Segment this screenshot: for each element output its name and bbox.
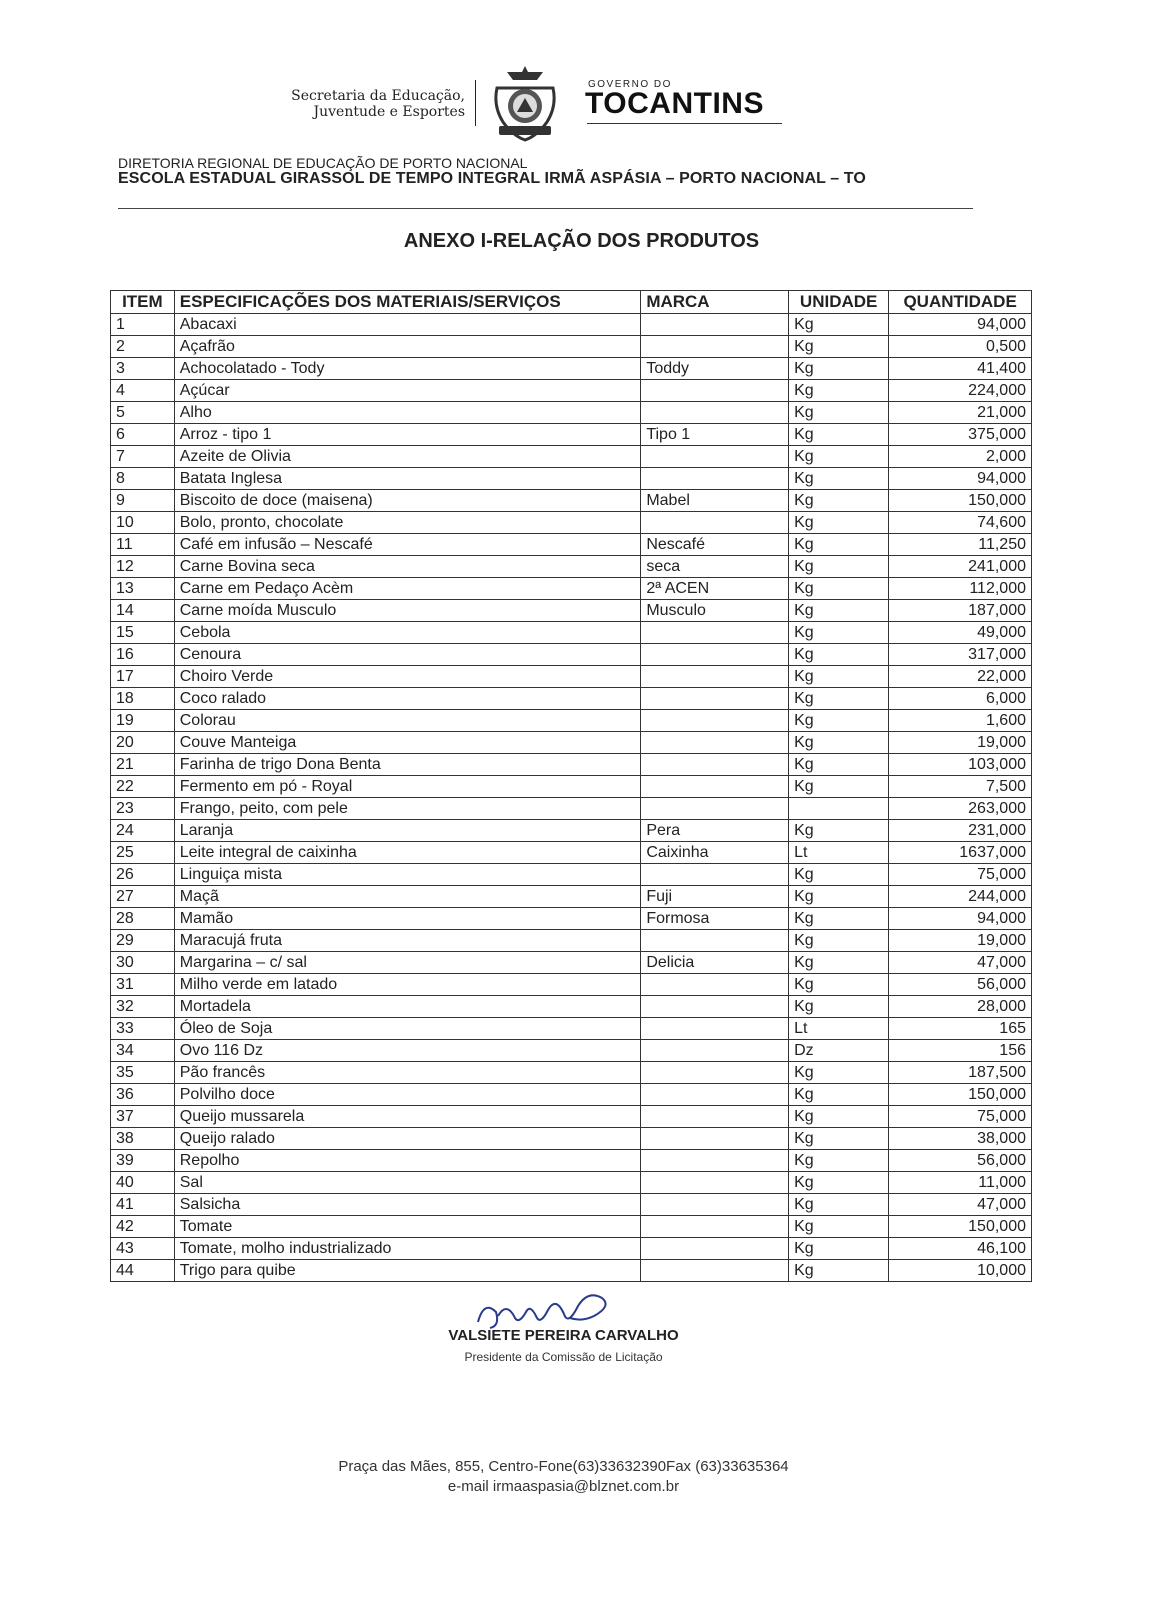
table-row <box>111 776 1032 798</box>
cell-quantity: 224,000 <box>889 380 1032 402</box>
cell-brand <box>641 666 789 688</box>
cell-spec: Milho verde em latado <box>174 974 641 996</box>
cell-spec: Choiro Verde <box>174 666 641 688</box>
cell-quantity: 94,000 <box>889 314 1032 336</box>
cell-quantity: 49,000 <box>889 622 1032 644</box>
table-row <box>111 446 1032 468</box>
cell-brand <box>641 512 789 534</box>
cell-unit: Kg <box>789 1194 889 1216</box>
cell-brand: Delicia <box>641 952 789 974</box>
cell-unit: Kg <box>789 446 889 468</box>
cell-brand: Mabel <box>641 490 789 512</box>
cell-spec: Pão francês <box>174 1062 641 1084</box>
table-row <box>111 1172 1032 1194</box>
cell-item: 4 <box>111 380 175 402</box>
table-row <box>111 996 1032 1018</box>
cell-quantity: 47,000 <box>889 952 1032 974</box>
cell-spec: Café em infusão – Nescafé <box>174 534 641 556</box>
cell-unit: Kg <box>789 336 889 358</box>
cell-quantity: 6,000 <box>889 688 1032 710</box>
school-name: ESCOLA ESTADUAL GIRASSOL DE TEMPO INTEGRAL IRMÃ ASPÁSIA – PORTO NACIONAL – TO <box>118 170 866 187</box>
cell-spec: Salsicha <box>174 1194 641 1216</box>
cell-unit: Kg <box>789 1128 889 1150</box>
cell-item: 38 <box>111 1128 175 1150</box>
cell-brand <box>641 1084 789 1106</box>
cell-brand <box>641 468 789 490</box>
cell-brand <box>641 446 789 468</box>
cell-quantity: 1,600 <box>889 710 1032 732</box>
cell-item: 27 <box>111 886 175 908</box>
cell-item: 8 <box>111 468 175 490</box>
cell-spec: Polvilho doce <box>174 1084 641 1106</box>
cell-unit: Kg <box>789 512 889 534</box>
cell-brand <box>641 996 789 1018</box>
cell-spec: Cebola <box>174 622 641 644</box>
state-name: TOCANTINS <box>585 87 764 120</box>
cell-item: 23 <box>111 798 175 820</box>
header-divider <box>475 80 476 126</box>
cell-spec: Açafrão <box>174 336 641 358</box>
table-row <box>111 1150 1032 1172</box>
cell-spec: Açúcar <box>174 380 641 402</box>
cell-spec: Tomate <box>174 1216 641 1238</box>
cell-unit: Kg <box>789 908 889 930</box>
cell-spec: Frango, peito, com pele <box>174 798 641 820</box>
cell-spec: Repolho <box>174 1150 641 1172</box>
cell-brand <box>641 754 789 776</box>
header-brand: MARCA <box>641 291 789 314</box>
signatory-role: Presidente da Comissão de Licitação <box>464 1350 663 1364</box>
table-row <box>111 1260 1032 1282</box>
cell-unit: Kg <box>789 358 889 380</box>
cell-unit: Kg <box>789 930 889 952</box>
cell-brand <box>641 1018 789 1040</box>
cell-unit: Kg <box>789 666 889 688</box>
cell-brand: Nescafé <box>641 534 789 556</box>
cell-spec: Colorau <box>174 710 641 732</box>
table-row <box>111 1238 1032 1260</box>
cell-spec: Azeite de Olivia <box>174 446 641 468</box>
table-row <box>111 1062 1032 1084</box>
cell-spec: Ovo 116 Dz <box>174 1040 641 1062</box>
cell-quantity: 1637,000 <box>889 842 1032 864</box>
cell-unit: Kg <box>789 468 889 490</box>
cell-quantity: 56,000 <box>889 1150 1032 1172</box>
cell-quantity: 46,100 <box>889 1238 1032 1260</box>
table-row <box>111 1194 1032 1216</box>
cell-item: 7 <box>111 446 175 468</box>
cell-quantity: 263,000 <box>889 798 1032 820</box>
cell-item: 24 <box>111 820 175 842</box>
cell-unit: Kg <box>789 732 889 754</box>
cell-item: 43 <box>111 1238 175 1260</box>
table-row <box>111 842 1032 864</box>
products-table <box>110 290 1032 1282</box>
cell-quantity: 19,000 <box>889 732 1032 754</box>
cell-unit: Kg <box>789 600 889 622</box>
cell-brand <box>641 314 789 336</box>
cell-item: 37 <box>111 1106 175 1128</box>
table-row <box>111 930 1032 952</box>
cell-spec: Batata Inglesa <box>174 468 641 490</box>
cell-spec: Abacaxi <box>174 314 641 336</box>
cell-spec: Carne Bovina seca <box>174 556 641 578</box>
cell-spec: Alho <box>174 402 641 424</box>
cell-unit: Kg <box>789 864 889 886</box>
table-row <box>111 1040 1032 1062</box>
table-row <box>111 468 1032 490</box>
cell-unit: Kg <box>789 952 889 974</box>
cell-unit: Kg <box>789 754 889 776</box>
cell-unit: Kg <box>789 622 889 644</box>
cell-unit: Kg <box>789 490 889 512</box>
table-row <box>111 688 1032 710</box>
cell-item: 31 <box>111 974 175 996</box>
cell-unit: Kg <box>789 314 889 336</box>
cell-item: 2 <box>111 336 175 358</box>
cell-quantity: 165 <box>889 1018 1032 1040</box>
table-row <box>111 886 1032 908</box>
government-label: GOVERNO DO <box>588 79 672 90</box>
cell-quantity: 56,000 <box>889 974 1032 996</box>
cell-item: 33 <box>111 1018 175 1040</box>
cell-quantity: 41,400 <box>889 358 1032 380</box>
cell-unit: Kg <box>789 1106 889 1128</box>
cell-quantity: 28,000 <box>889 996 1032 1018</box>
cell-item: 32 <box>111 996 175 1018</box>
table-row <box>111 358 1032 380</box>
table-row <box>111 1128 1032 1150</box>
table-row <box>111 556 1032 578</box>
cell-brand <box>641 1106 789 1128</box>
cell-brand <box>641 380 789 402</box>
cell-brand <box>641 974 789 996</box>
cell-quantity: 21,000 <box>889 402 1032 424</box>
table-row <box>111 1216 1032 1238</box>
cell-spec: Biscoito de doce (maisena) <box>174 490 641 512</box>
cell-unit: Kg <box>789 1260 889 1282</box>
cell-spec: Maracujá fruta <box>174 930 641 952</box>
cell-unit: Kg <box>789 1172 889 1194</box>
cell-item: 40 <box>111 1172 175 1194</box>
cell-unit: Kg <box>789 710 889 732</box>
cell-item: 17 <box>111 666 175 688</box>
table-row <box>111 1106 1032 1128</box>
cell-brand <box>641 622 789 644</box>
cell-quantity: 103,000 <box>889 754 1032 776</box>
table-row <box>111 974 1032 996</box>
table-row <box>111 952 1032 974</box>
cell-item: 3 <box>111 358 175 380</box>
cell-brand <box>641 1128 789 1150</box>
header-item: ITEM <box>111 291 175 314</box>
cell-item: 36 <box>111 1084 175 1106</box>
table-row <box>111 908 1032 930</box>
document-title: ANEXO I-RELAÇÃO DOS PRODUTOS <box>403 230 760 252</box>
cell-item: 10 <box>111 512 175 534</box>
cell-spec: Bolo, pronto, chocolate <box>174 512 641 534</box>
cell-item: 9 <box>111 490 175 512</box>
cell-spec: Leite integral de caixinha <box>174 842 641 864</box>
cell-brand: Fuji <box>641 886 789 908</box>
cell-item: 39 <box>111 1150 175 1172</box>
cell-spec: Queijo mussarela <box>174 1106 641 1128</box>
cell-quantity: 112,000 <box>889 578 1032 600</box>
cell-item: 5 <box>111 402 175 424</box>
cell-item: 44 <box>111 1260 175 1282</box>
cell-brand <box>641 732 789 754</box>
cell-spec: Couve Manteiga <box>174 732 641 754</box>
cell-item: 16 <box>111 644 175 666</box>
table-row <box>111 798 1032 820</box>
cell-brand: seca <box>641 556 789 578</box>
cell-item: 25 <box>111 842 175 864</box>
cell-quantity: 7,500 <box>889 776 1032 798</box>
table-row <box>111 1084 1032 1106</box>
cell-unit: Kg <box>789 1084 889 1106</box>
header-quantity: QUANTIDADE <box>889 291 1032 314</box>
cell-item: 29 <box>111 930 175 952</box>
cell-quantity: 75,000 <box>889 864 1032 886</box>
cell-quantity: 150,000 <box>889 490 1032 512</box>
cell-brand <box>641 1238 789 1260</box>
cell-spec: Fermento em pó - Royal <box>174 776 641 798</box>
cell-quantity: 241,000 <box>889 556 1032 578</box>
cell-item: 6 <box>111 424 175 446</box>
cell-unit: Kg <box>789 578 889 600</box>
cell-item: 20 <box>111 732 175 754</box>
table-row <box>111 754 1032 776</box>
cell-brand <box>641 1216 789 1238</box>
cell-spec: Óleo de Soja <box>174 1018 641 1040</box>
cell-brand <box>641 1194 789 1216</box>
cell-unit: Kg <box>789 688 889 710</box>
table-row <box>111 578 1032 600</box>
cell-item: 21 <box>111 754 175 776</box>
cell-brand: Caixinha <box>641 842 789 864</box>
cell-spec: Cenoura <box>174 644 641 666</box>
table-row <box>111 380 1032 402</box>
cell-spec: Queijo ralado <box>174 1128 641 1150</box>
cell-quantity: 94,000 <box>889 908 1032 930</box>
header-unit: UNIDADE <box>789 291 889 314</box>
cell-quantity: 150,000 <box>889 1084 1032 1106</box>
cell-unit: Dz <box>789 1040 889 1062</box>
cell-brand <box>641 1040 789 1062</box>
cell-unit: Kg <box>789 996 889 1018</box>
cell-quantity: 75,000 <box>889 1106 1032 1128</box>
table-row <box>111 314 1032 336</box>
cell-quantity: 231,000 <box>889 820 1032 842</box>
secretaria-name <box>255 88 465 120</box>
cell-item: 14 <box>111 600 175 622</box>
letterhead <box>255 62 815 152</box>
cell-quantity: 11,250 <box>889 534 1032 556</box>
cell-brand: Musculo <box>641 600 789 622</box>
cell-quantity: 156 <box>889 1040 1032 1062</box>
footer-email: e-mail irmaaspasia@blznet.com.br <box>447 1478 680 1495</box>
cell-quantity: 150,000 <box>889 1216 1032 1238</box>
cell-unit: Kg <box>789 1062 889 1084</box>
cell-spec: Mortadela <box>174 996 641 1018</box>
cell-spec: Linguiça mista <box>174 864 641 886</box>
cell-unit: Kg <box>789 974 889 996</box>
cell-item: 41 <box>111 1194 175 1216</box>
cell-quantity: 244,000 <box>889 886 1032 908</box>
cell-unit: Lt <box>789 1018 889 1040</box>
cell-spec: Sal <box>174 1172 641 1194</box>
cell-quantity: 38,000 <box>889 1128 1032 1150</box>
state-name-underline <box>587 123 782 124</box>
cell-item: 15 <box>111 622 175 644</box>
table-row <box>111 424 1032 446</box>
table-row <box>111 402 1032 424</box>
footer-address: Praça das Mães, 855, Centro-Fone(63)33632390Fax (63)33635364 <box>338 1458 789 1475</box>
cell-brand <box>641 1062 789 1084</box>
cell-unit: Kg <box>789 556 889 578</box>
secretaria-line-2: Juventude e Esportes <box>313 104 465 120</box>
cell-item: 30 <box>111 952 175 974</box>
directorate-line: DIRETORIA REGIONAL DE EDUCAÇÃO DE PORTO NACIONAL <box>118 155 528 171</box>
cell-brand <box>641 1150 789 1172</box>
table-row <box>111 864 1032 886</box>
cell-item: 1 <box>111 314 175 336</box>
cell-spec: Arroz - tipo 1 <box>174 424 641 446</box>
table-row <box>111 622 1032 644</box>
cell-item: 13 <box>111 578 175 600</box>
cell-brand <box>641 1172 789 1194</box>
cell-quantity: 47,000 <box>889 1194 1032 1216</box>
cell-quantity: 10,000 <box>889 1260 1032 1282</box>
cell-item: 34 <box>111 1040 175 1062</box>
cell-quantity: 317,000 <box>889 644 1032 666</box>
table-row <box>111 710 1032 732</box>
cell-spec: Coco ralado <box>174 688 641 710</box>
cell-brand <box>641 688 789 710</box>
table-row <box>111 512 1032 534</box>
cell-unit: Kg <box>789 776 889 798</box>
cell-unit: Kg <box>789 1238 889 1260</box>
table-row <box>111 600 1032 622</box>
table-row <box>111 336 1032 358</box>
header-spec: ESPECIFICAÇÕES DOS MATERIAIS/SERVIÇOS <box>174 291 641 314</box>
table-row <box>111 1018 1032 1040</box>
cell-spec: Mamão <box>174 908 641 930</box>
cell-brand <box>641 336 789 358</box>
cell-unit: Kg <box>789 424 889 446</box>
table-row <box>111 732 1032 754</box>
table-header-row <box>111 291 1032 314</box>
cell-quantity: 187,000 <box>889 600 1032 622</box>
cell-item: 22 <box>111 776 175 798</box>
products-table-body <box>111 314 1032 1282</box>
table-row <box>111 490 1032 512</box>
cell-item: 42 <box>111 1216 175 1238</box>
cell-unit: Kg <box>789 402 889 424</box>
cell-brand: Toddy <box>641 358 789 380</box>
cell-spec: Tomate, molho industrializado <box>174 1238 641 1260</box>
state-crest-icon <box>487 66 563 144</box>
cell-quantity: 2,000 <box>889 446 1032 468</box>
secretaria-line-1: Secretaria da Educação, <box>291 88 465 104</box>
cell-unit: Kg <box>789 886 889 908</box>
cell-spec: Farinha de trigo Dona Benta <box>174 754 641 776</box>
cell-brand: Pera <box>641 820 789 842</box>
cell-unit <box>789 798 889 820</box>
cell-spec: Trigo para quibe <box>174 1260 641 1282</box>
table-row <box>111 644 1032 666</box>
cell-spec: Carne em Pedaço Acèm <box>174 578 641 600</box>
cell-quantity: 22,000 <box>889 666 1032 688</box>
table-row <box>111 666 1032 688</box>
cell-brand <box>641 402 789 424</box>
cell-brand: Tipo 1 <box>641 424 789 446</box>
cell-item: 12 <box>111 556 175 578</box>
cell-unit: Kg <box>789 1216 889 1238</box>
cell-brand: 2ª ACEN <box>641 578 789 600</box>
cell-unit: Kg <box>789 380 889 402</box>
cell-brand <box>641 710 789 732</box>
signatory-name: VALSIETE PEREIRA CARVALHO <box>448 1327 679 1344</box>
cell-brand <box>641 930 789 952</box>
cell-quantity: 94,000 <box>889 468 1032 490</box>
cell-item: 11 <box>111 534 175 556</box>
cell-brand: Formosa <box>641 908 789 930</box>
cell-quantity: 74,600 <box>889 512 1032 534</box>
cell-unit: Lt <box>789 842 889 864</box>
cell-spec: Achocolatado - Tody <box>174 358 641 380</box>
cell-item: 35 <box>111 1062 175 1084</box>
cell-unit: Kg <box>789 1150 889 1172</box>
cell-unit: Kg <box>789 534 889 556</box>
cell-item: 26 <box>111 864 175 886</box>
cell-quantity: 187,500 <box>889 1062 1032 1084</box>
cell-item: 18 <box>111 688 175 710</box>
cell-brand <box>641 1260 789 1282</box>
cell-spec: Margarina – c/ sal <box>174 952 641 974</box>
table-row <box>111 820 1032 842</box>
cell-spec: Carne moída Musculo <box>174 600 641 622</box>
cell-item: 19 <box>111 710 175 732</box>
cell-quantity: 375,000 <box>889 424 1032 446</box>
cell-quantity: 11,000 <box>889 1172 1032 1194</box>
cell-brand <box>641 644 789 666</box>
cell-quantity: 0,500 <box>889 336 1032 358</box>
cell-spec: Maçã <box>174 886 641 908</box>
cell-brand <box>641 776 789 798</box>
cell-quantity: 19,000 <box>889 930 1032 952</box>
cell-item: 28 <box>111 908 175 930</box>
cell-brand <box>641 864 789 886</box>
cell-spec: Laranja <box>174 820 641 842</box>
table-row <box>111 534 1032 556</box>
cell-unit: Kg <box>789 644 889 666</box>
cell-unit: Kg <box>789 820 889 842</box>
header-rule <box>118 208 973 209</box>
cell-brand <box>641 798 789 820</box>
